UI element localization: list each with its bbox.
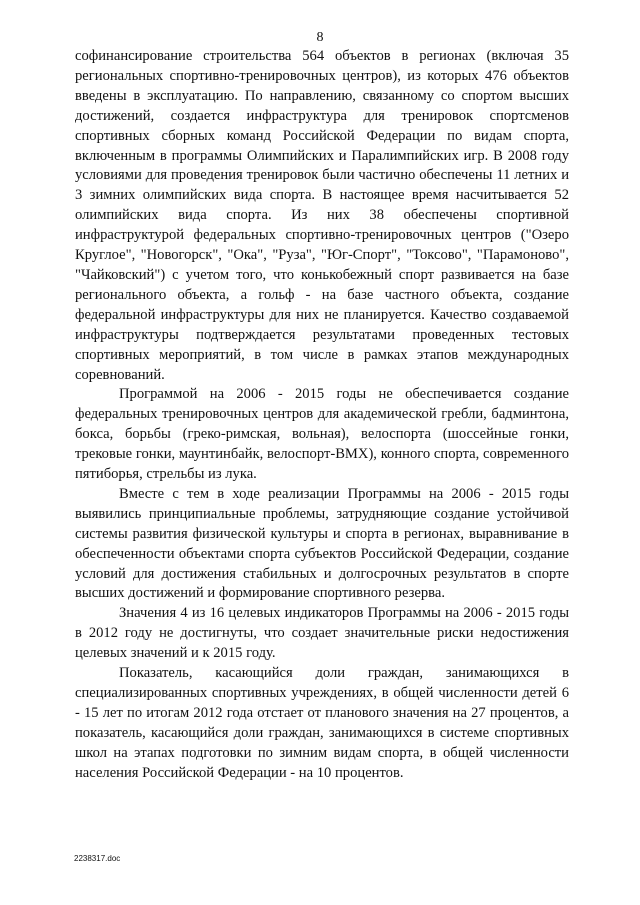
paragraph-continuation: софинансирование строительства 564 объектов в регионах (включая 35 региональных спортивно-тренировочных центров), из которых 476 объектов введены в эксплуатацию. По направлению, связанному со спортом высших достижений, создается инфраструктура для тренировок спортсменов спортивных сборных команд Российской Федерации по видам спорта, включенным в программы Олимпийских и Паралимпийских игр. В 2008 году условиями для проведения тренировок были частично обеспечены 11 летних и 3 зимних олимпийских вида спорта. В настоящее время насчитывается 52 олимпийских вида спорта. Из них 38 обеспечены спортивной инфраструктурой федеральных спортивно-тренировочных центров ("Озеро Круглое", "Новогорск", "Ока", "Руза", "Юг-Спорт", "Токсово", "Парамоново", "Чайковский") с учетом того, что конькобежный спорт развивается на базе регионального объекта, а гольф - на базе частного объекта, создание федеральной инфраструктуры для них не планируется. Качество создаваемой инфраструктуры подтверждается результатами проведенных тестовых спортивных мероприятий, в том числе в рамках этапов международных соревнований. (75, 48, 569, 383)
paragraph-indicators: Значения 4 из 16 целевых индикаторов Программы на 2006 - 2015 годы в 2012 году не достигнуты, что создает значительные риски недостижения целевых значений и к 2015 году. (75, 605, 569, 662)
paragraph-indicator-details: Показатель, касающийся доли граждан, занимающихся в специализированных спортивных учреждениях, в общей численности детей 6 - 15 лет по итогам 2012 года отстает от планового значения на 27 процентов, а показатель, касающийся доли граждан, занимающихся в системе спортивных школ на этапах подготовки по зимним видам спорта, в общей численности населения Российской Федерации - на 10 процентов. (75, 665, 569, 781)
document-file-id: 2238317.doc (74, 854, 121, 863)
paragraph-problems: Вместе с тем в ходе реализации Программы на 2006 - 2015 годы выявились принципиальные проблемы, затрудняющие создание устойчивой системы развития физической культуры и спорта в регионах, выравнивание в обеспеченности объектами спорта субъектов Российской Федерации, создание условий для достижения стабильных и долгосрочных результатов в спорте высших достижений и формирование спортивного резерва. (75, 485, 569, 602)
document-body (75, 47, 569, 784)
page-number: 8 (316, 30, 324, 45)
paragraph-federal-centers: Программой на 2006 - 2015 годы не обеспечивается создание федеральных тренировочных центров для академической гребли, бадминтона, бокса, борьбы (греко-римская, вольная), велоспорта (шоссейные гонки, трековые гонки, маунтинбайк, велоспорт-BMX), конного спорта, современного пятиборья, стрельбы из лука. (75, 386, 569, 483)
